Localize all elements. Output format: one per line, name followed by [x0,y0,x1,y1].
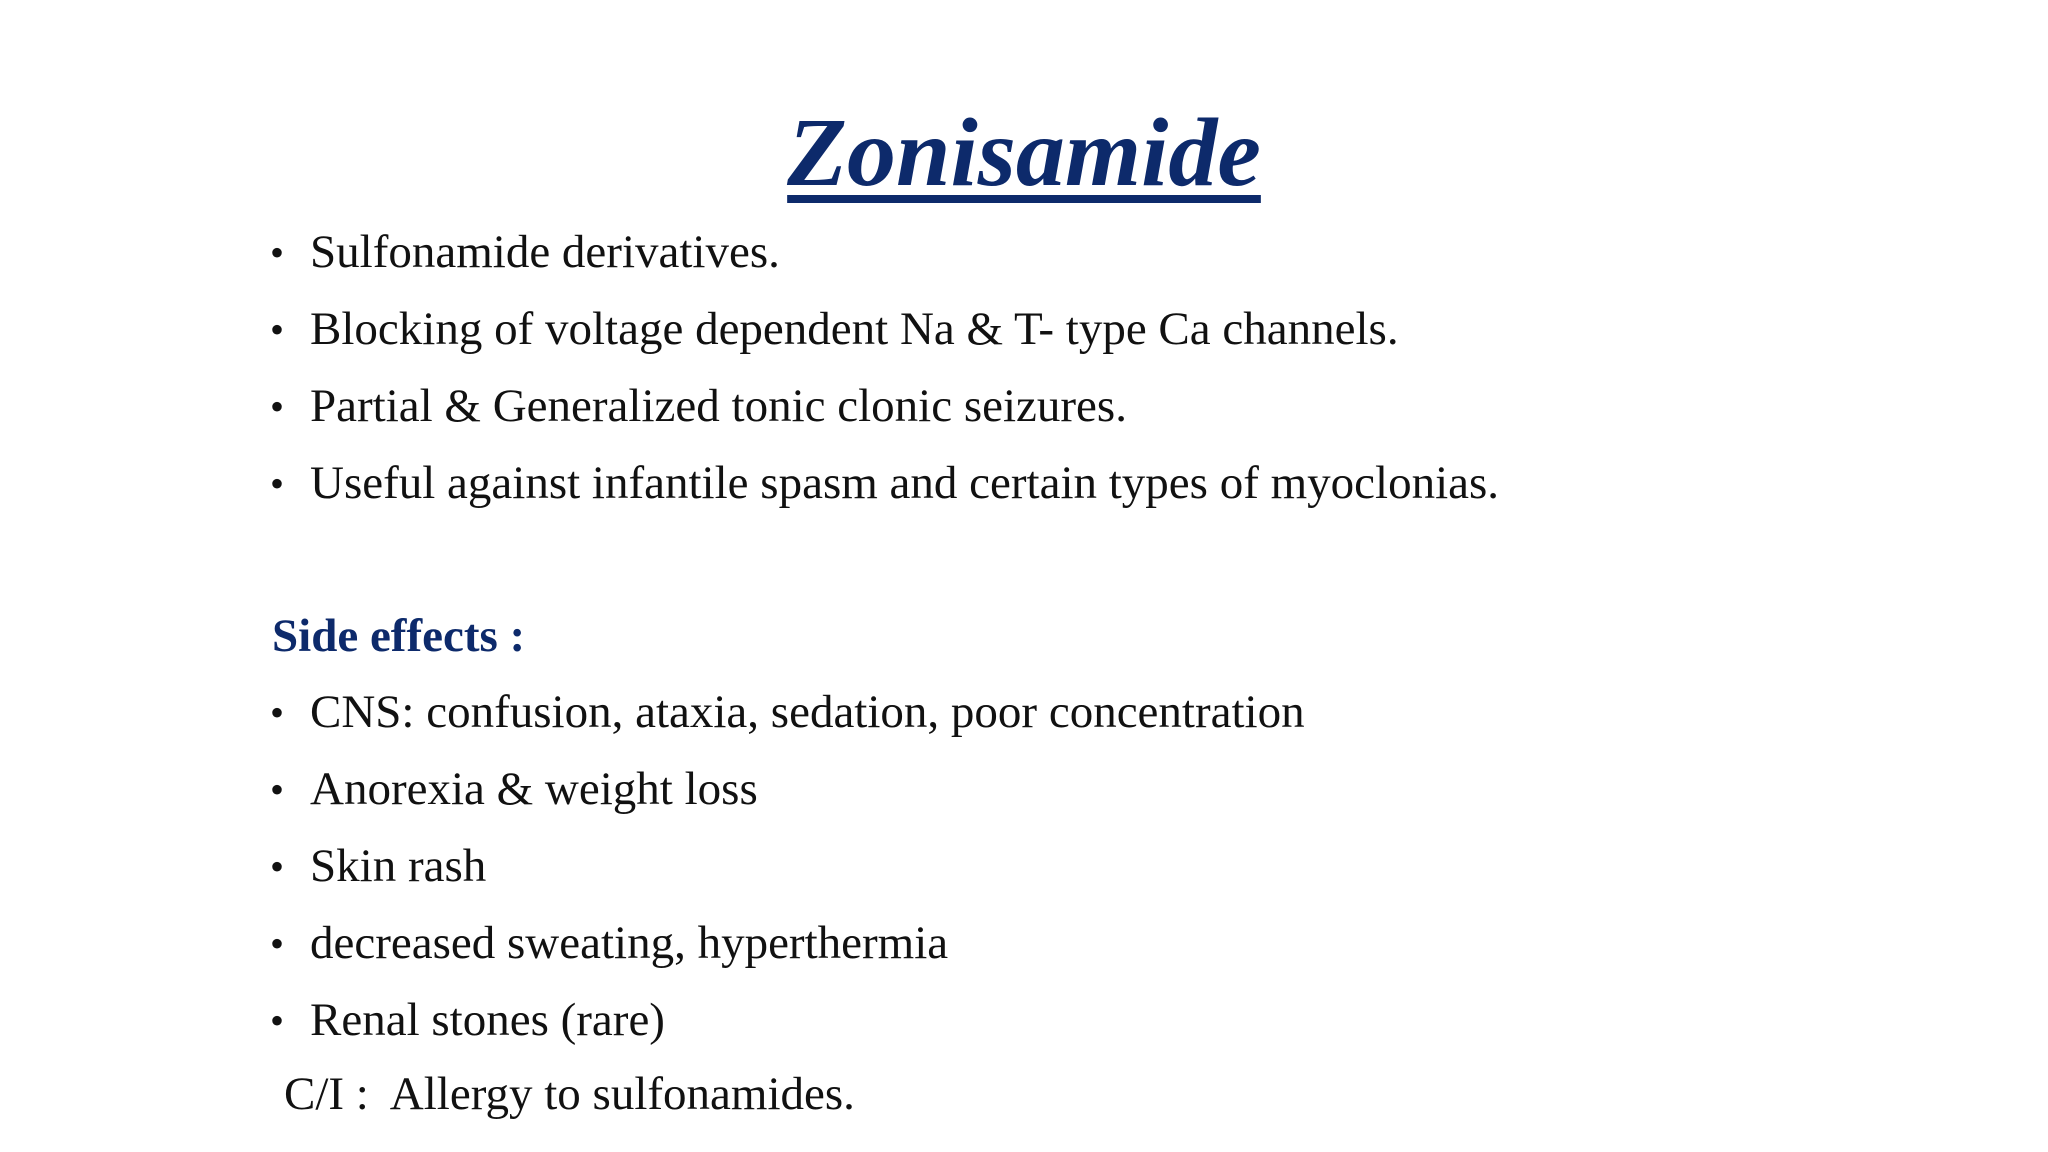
list-item [270,445,1499,522]
list-item [270,368,1499,445]
list-item [270,214,1499,291]
bullet-icon: • [270,384,285,429]
list-item [270,828,1305,905]
bullet-icon: • [270,844,285,889]
bullet-icon: • [270,230,285,275]
list-item [270,291,1499,368]
list-item-text: Sulfonamide derivatives. [310,226,780,278]
bullet-icon: • [270,461,285,506]
contraindication-text: C/I : Allergy to sulfonamides. [284,1068,855,1120]
bullet-icon: • [270,307,285,352]
bullet-icon: • [270,767,285,812]
slide-title: Zonisamide [787,99,1261,207]
bullet-icon: • [270,690,285,735]
intro-bullet-list [270,214,1499,522]
list-item-text: decreased sweating, hyperthermia [310,917,949,969]
list-item-text: Blocking of voltage dependent Na & T- type Ca channels. [310,303,1399,355]
list-item-text: Skin rash [310,840,487,892]
side-effects-list [270,674,1305,1059]
list-item-text: CNS: confusion, ataxia, sedation, poor concentration [310,686,1305,738]
list-item [270,674,1305,751]
list-item-text: Anorexia & weight loss [310,763,758,815]
list-item [270,982,1305,1059]
list-item-text: Renal stones (rare) [310,994,665,1046]
bullet-icon: • [270,921,285,966]
list-item-text: Partial & Generalized tonic clonic seizures. [310,380,1127,432]
list-item [270,905,1305,982]
side-effects-heading: Side effects : [272,610,526,662]
list-item [270,751,1305,828]
bullet-icon: • [270,998,285,1043]
list-item-text: Useful against infantile spasm and certain types of myoclonias. [310,457,1500,509]
